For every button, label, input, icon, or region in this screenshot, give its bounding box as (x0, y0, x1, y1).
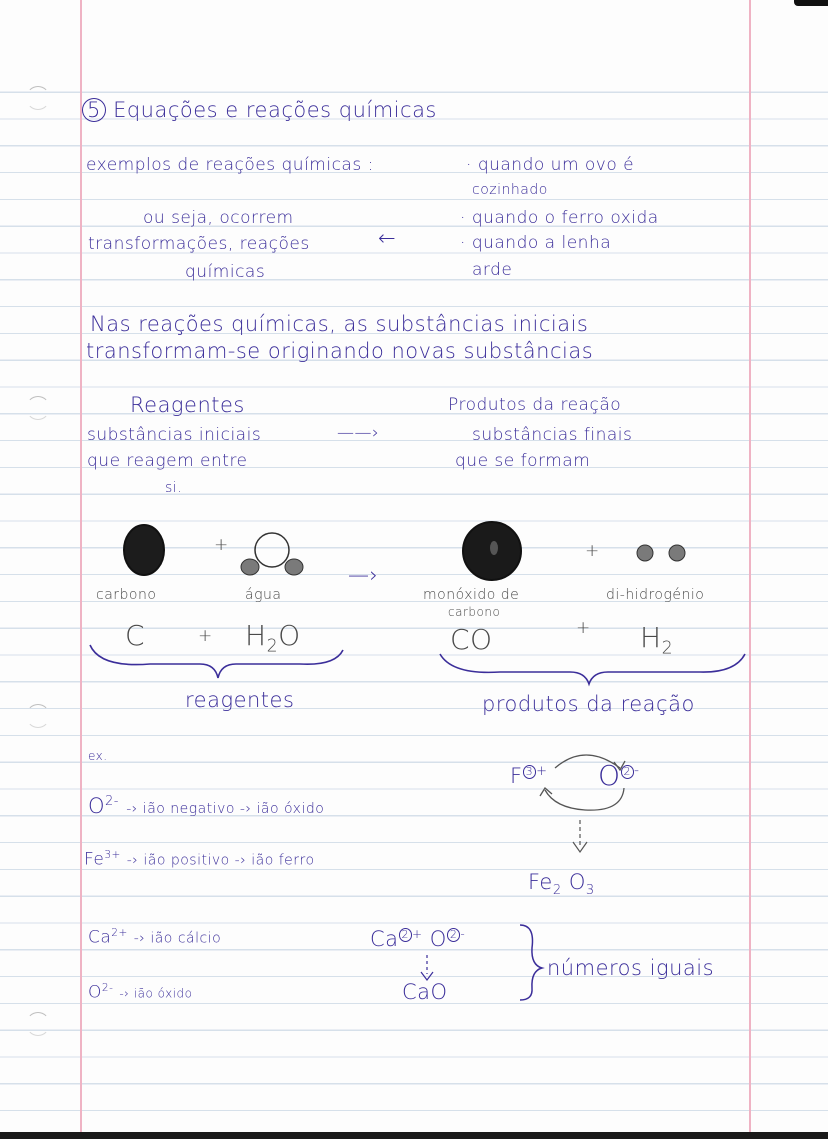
ion-oxide-2: $O^{2-}$ -› ião óxido (88, 982, 193, 1003)
example-item: · quando o ferro oxida (460, 208, 659, 228)
reagents-title: Reagentes (130, 393, 245, 417)
molecule-label-h2: di-hidrogénio (606, 587, 705, 603)
molecule-label-carbon: carbono (96, 587, 157, 603)
formula-h2o: $H_2O$ (245, 619, 301, 657)
plus-sign: + (585, 541, 600, 561)
right-arrow-icon: ——› (337, 423, 380, 443)
products-desc: substâncias finais (472, 425, 633, 445)
products-title: Produtos da reação (448, 395, 622, 415)
reaction-arrow-icon: —› (348, 563, 379, 587)
ion-calcium: $Ca^{2+}$ -› ião cálcio (88, 927, 222, 948)
molecule-label-co: carbono (448, 605, 501, 619)
o-ion-symbol: O 2 - (598, 759, 640, 792)
formula-cao: CaO (402, 980, 448, 1004)
fe-ion-symbol: F 3 + (510, 764, 548, 788)
conclusion-line: químicas (185, 262, 266, 282)
formula-h2: $H_2$ (640, 621, 674, 659)
formula-c: C (125, 619, 146, 652)
conclusion-line: ou seja, ocorrem (143, 208, 294, 228)
definition-line: transformam-se originando novas substâncias (86, 339, 594, 363)
molecule-label-water: água (245, 587, 282, 603)
reagents-desc: substâncias iniciais (87, 425, 262, 445)
conclusion-line: transformações, reações (88, 234, 310, 254)
section-number: 5 (82, 98, 106, 122)
molecule-label-co: monóxido de (423, 587, 520, 603)
example-item-cont: arde (472, 260, 513, 280)
plus-sign: + (214, 535, 229, 555)
example-item: · quando um ovo é (466, 155, 635, 175)
section-title-text: Equações e reações químicas (113, 98, 437, 122)
products-desc: que se formam (455, 451, 591, 471)
left-arrow-icon: ← (378, 226, 397, 250)
example-item-cont: cozinhado (472, 182, 548, 198)
brace-note: números iguais (547, 956, 715, 980)
plus-sign: + (576, 618, 591, 638)
definition-line: Nas reações químicas, as substâncias iniciais (90, 312, 589, 336)
products-brace-label: produtos da reação (482, 692, 695, 716)
example-label: ex. (88, 749, 108, 763)
reagents-desc: que reagem entre (87, 451, 248, 471)
formula-fe2o3: $Fe_2$ $O_3$ (528, 870, 595, 899)
plus-sign: + (198, 626, 213, 646)
reagents-brace-label: reagentes (185, 688, 295, 712)
examples-label: exemplos de reações químicas : (86, 155, 374, 175)
ion-oxide: $O^{2-}$ -› ião negativo -› ião óxido (88, 794, 325, 818)
ion-iron: $Fe^{3+}$ -› ião positivo -› ião ferro (84, 849, 315, 870)
example-item: · quando a lenha (460, 233, 612, 253)
reagents-desc: si. (165, 480, 183, 496)
formula-co: CO (450, 623, 493, 656)
ca-ion-symbol: Ca 2 + O 2 - (370, 927, 466, 951)
